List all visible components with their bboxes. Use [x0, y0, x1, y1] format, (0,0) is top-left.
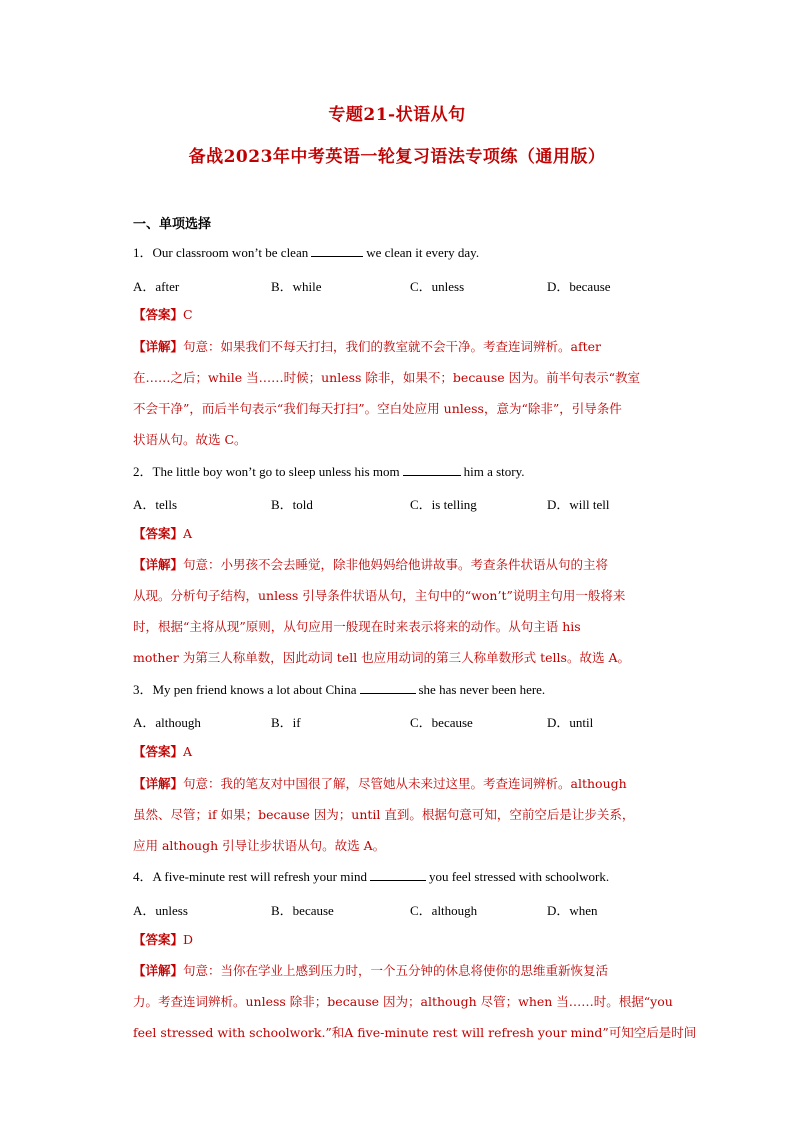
- answer-blank: [311, 244, 363, 257]
- question-4-answer: [133, 931, 661, 949]
- question-3-stem: [133, 681, 661, 699]
- question-3-detail-line: 应用 although 引导让步状语从句。故选 A。: [133, 838, 386, 853]
- answer-blank: [360, 681, 416, 694]
- option-c: C．unless: [410, 279, 465, 294]
- option-d: D．will tell: [547, 497, 610, 512]
- question-2-stem: [133, 463, 661, 481]
- option-a: A．unless: [133, 903, 188, 918]
- question-stem-part: 4．A five-minute rest will refresh your mind: [133, 869, 367, 884]
- question-stem-part: 3．My pen friend knows a lot about China: [133, 682, 357, 697]
- question-3-answer: [133, 743, 661, 761]
- question-3-detail-line: [133, 775, 661, 793]
- option-a: A．after: [133, 279, 180, 294]
- question-1-detail-line: 状语从句。故选 C。: [133, 432, 247, 447]
- question-1-detail-line: 在……之后；while 当……时候；unless 除非，如果不；because 因为。前半句表示“教室: [133, 370, 640, 385]
- question-4-stem: [133, 868, 661, 886]
- question-1-detail-line: [133, 338, 661, 356]
- question-1-stem: [133, 244, 661, 262]
- answer-blank: [403, 463, 461, 476]
- question-2-detail-line: [133, 556, 661, 574]
- option-c: C．because: [410, 715, 473, 730]
- detail-text: 句意：当你在学业上感到压力时，一个五分钟的休息将使你的思维重新恢复活: [183, 963, 609, 978]
- option-b: B．if: [271, 715, 301, 730]
- option-c: C．although: [410, 903, 478, 918]
- option-d: D．until: [547, 715, 594, 730]
- option-c: C．is telling: [410, 497, 477, 512]
- answer-value: A: [183, 744, 193, 759]
- question-1-answer: [133, 306, 661, 324]
- answer-label: 【答案】: [133, 526, 184, 541]
- answer-label: 【答案】: [133, 307, 184, 322]
- question-1-detail-line: 不会干净”，而后半句表示“我们每天打扫”。空白处应用 unless，意为“除非”，引导条件: [133, 401, 622, 416]
- option-a: A．although: [133, 715, 201, 730]
- answer-value: D: [183, 932, 194, 947]
- option-d: D．because: [547, 279, 611, 294]
- question-4-detail-line: 力。考查连词辨析。unless 除非；because 因为；although 尽管；when 当……时。根据“you: [133, 994, 673, 1009]
- question-2-detail-line: 从现。分析句子结构，unless 引导条件状语从句，主句中的“won’t”说明主句用一般将来: [133, 588, 626, 603]
- answer-value: C: [183, 307, 193, 322]
- question-2-detail-line: 时，根据“主将从现”原则，从句应用一般现在时来表示将来的动作。从句主语 his: [133, 619, 581, 634]
- question-stem-part: we clean it every day.: [366, 245, 480, 260]
- option-b: B．because: [271, 903, 334, 918]
- question-2-detail-line: mother 为第三人称单数，因此动词 tell 也应用动词的第三人称单数形式 tells。故选 A。: [133, 650, 630, 665]
- answer-label: 【答案】: [133, 744, 184, 759]
- detail-label: 【详解】: [133, 776, 184, 791]
- option-b: B．while: [271, 279, 322, 294]
- question-2-answer: [133, 525, 661, 543]
- answer-label: 【答案】: [133, 932, 184, 947]
- question-stem-part: 2．The little boy won’t go to sleep unless his mom: [133, 464, 400, 479]
- question-stem-part: she has never been here.: [418, 682, 546, 697]
- answer-blank: [370, 868, 426, 881]
- doc-title: 专题21-状语从句: [328, 105, 466, 125]
- detail-label: 【详解】: [133, 339, 184, 354]
- question-stem-part: him a story.: [463, 464, 525, 479]
- question-4-detail-line: [133, 962, 661, 980]
- detail-label: 【详解】: [133, 963, 184, 978]
- option-d: D．when: [547, 903, 598, 918]
- detail-label: 【详解】: [133, 557, 184, 572]
- question-3-detail-line: 虽然、尽管；if 如果；because 因为；until 直到。根据句意可知，空前空后是让步关系，: [133, 807, 635, 822]
- section-heading: 一、单项选择: [133, 217, 212, 232]
- option-a: A．tells: [133, 497, 178, 512]
- doc-subtitle: 备战2023年中考英语一轮复习语法专项练（通用版）: [188, 147, 606, 167]
- question-4-detail-line: feel stressed with schoolwork.”和A five-minute rest will refresh your mind”可知空后是时间: [133, 1025, 697, 1040]
- detail-text: 句意：小男孩不会去睡觉，除非他妈妈给他讲故事。考查条件状语从句的主将: [183, 557, 609, 572]
- question-stem-part: 1．Our classroom won’t be clean: [133, 245, 309, 260]
- question-stem-part: you feel stressed with schoolwork.: [428, 869, 610, 884]
- option-b: B．told: [271, 497, 313, 512]
- answer-value: A: [183, 526, 193, 541]
- detail-text: 句意：我的笔友对中国很了解，尽管她从未来过这里。考查连词辨析。although: [183, 776, 627, 791]
- detail-text: 句意：如果我们不每天打扫，我们的教室就不会干净。考查连词辨析。after: [183, 339, 601, 354]
